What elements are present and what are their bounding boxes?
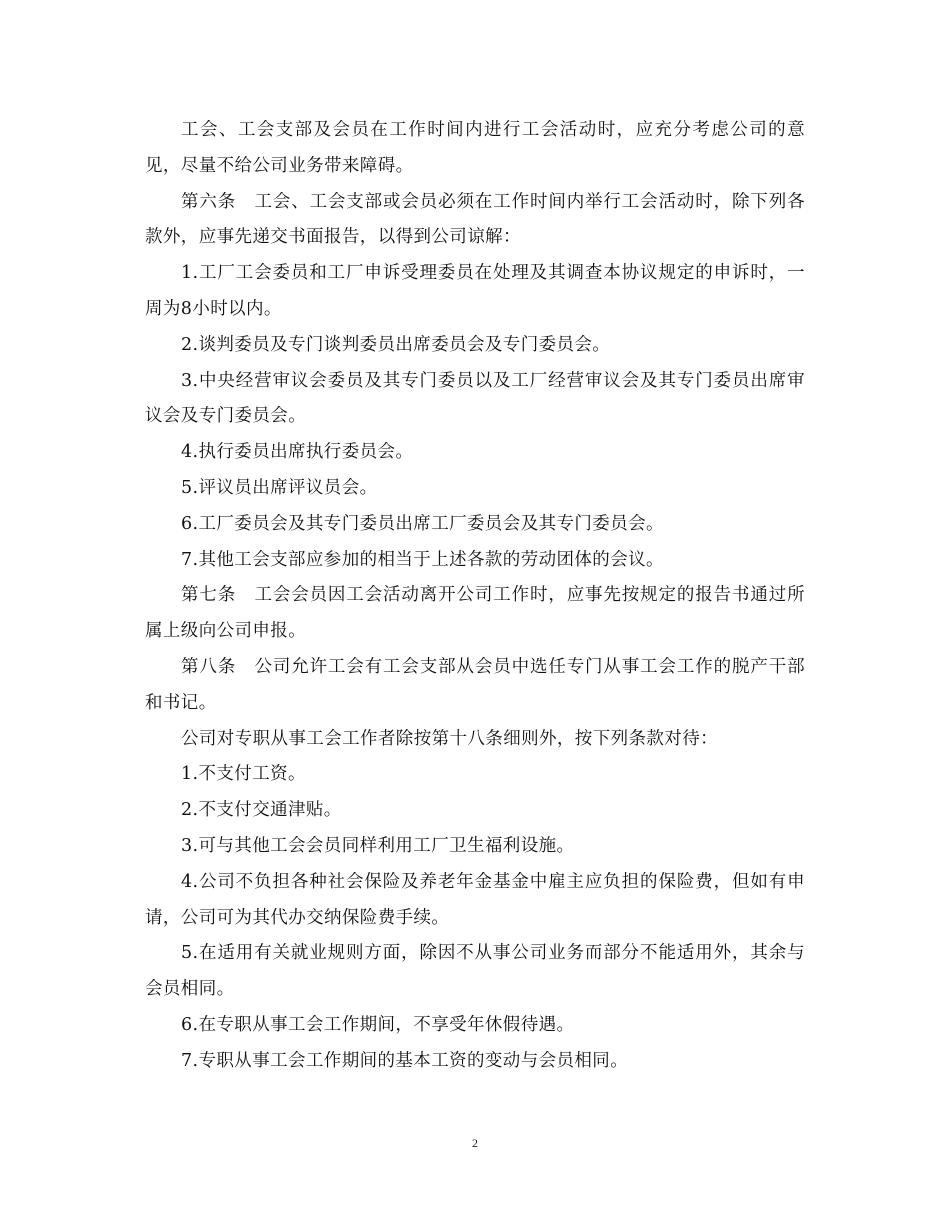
page-number: 2: [472, 1136, 478, 1150]
article-seven-paragraph: 第七条 工会会员因工会活动离开公司工作时，应事先按规定的报告书通过所属上级向公司申报。: [145, 585, 805, 642]
list-item: 3.可与其他工会会员同样利用工厂卫生福利设施。: [181, 835, 575, 856]
article-six-paragraph: 第六条 工会、工会支部或会员必须在工作时间内举行工会活动时，除下列各款外，应事先递交书面报告，以得到公司谅解：: [145, 191, 805, 248]
list-item: 2.不支付交通津贴。: [181, 800, 342, 821]
list-item: 7.其他工会支部应参加的相当于上述各款的劳动团体的会议。: [181, 549, 664, 570]
document-body: [145, 113, 805, 1080]
list-item: 1.不支付工资。: [181, 764, 306, 785]
paragraph: 公司对专职从事工会工作者除按第十八条细则外，按下列条款对待：: [181, 728, 718, 749]
list-item: 2.谈判委员及专门谈判委员出席委员会及专门委员会。: [181, 334, 611, 355]
list-item: 4.执行委员出席执行委员会。: [181, 442, 414, 463]
list-item: 3.中央经营审议会委员及其专门委员以及工厂经营审议会及其专门委员出席审议会及专门委员会。: [145, 370, 805, 427]
list-item: 6.工厂委员会及其专门委员出席工厂委员会及其专门委员会。: [181, 513, 664, 534]
list-item: 7.专职从事工会工作期间的基本工资的变动与会员相同。: [181, 1050, 629, 1071]
list-item: 5.在适用有关就业规则方面，除因不从事公司业务而部分不能适用外，其余与会员相同。: [145, 943, 805, 1000]
list-item: 4.公司不负担各种社会保险及养老年金基金中雇主应负担的保险费，但如有申请，公司可为其代办交纳保险费手续。: [145, 871, 805, 928]
list-item: 6.在专职从事工会工作期间，不享受年休假待遇。: [181, 1014, 575, 1035]
list-item: 5.评议员出席评议员会。: [181, 477, 378, 498]
paragraph: 工会、工会支部及会员在工作时间内进行工会活动时，应充分考虑公司的意见，尽量不给公司业务带来障碍。: [145, 120, 805, 176]
article-eight-paragraph: 第八条 公司允许工会有工会支部从会员中选任专门从事工会工作的脱产干部和书记。: [145, 656, 805, 713]
list-item: 1.工厂工会委员和工厂申诉受理委员在处理及其调查本协议规定的申诉时，一周为8小时以内。: [145, 263, 805, 319]
